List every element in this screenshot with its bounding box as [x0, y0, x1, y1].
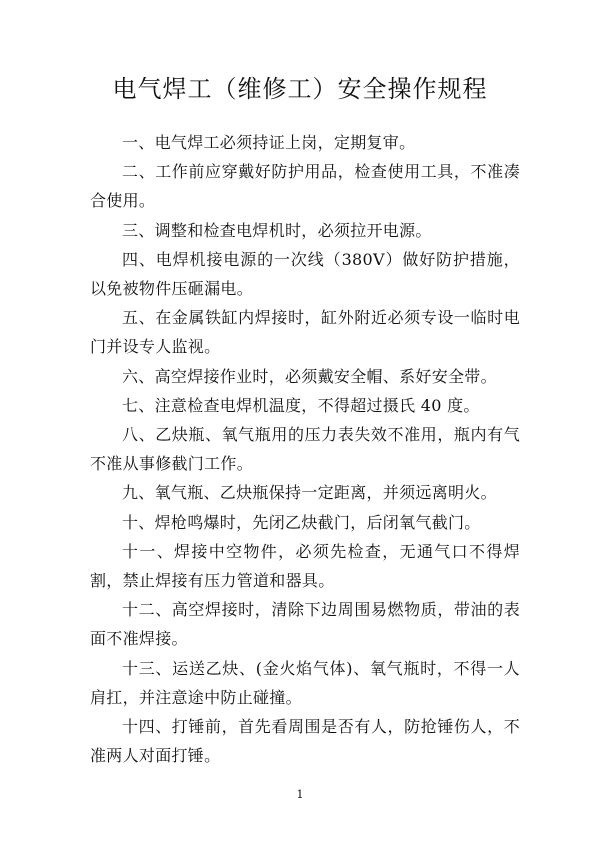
rule-item-9: 九、氧气瓶、乙炔瓶保持一定距离，并须远离明火。 — [122, 483, 497, 503]
rule-item-3: 三、调整和检查电焊机时，必须拉开电源。 — [122, 220, 432, 240]
rule-item-13: 十三、运送乙炔、(金火焰气体)、氧气瓶时，不得一人肩扛，并注意途中防止碰撞。 — [90, 658, 520, 707]
rule-item-7: 七、注意检查电焊机温度，不得超过摄氏 40 度。 — [122, 395, 480, 415]
rule-item-4: 四、电焊机接电源的一次线（380V）做好防护措施，以免被物件压砸漏电。 — [90, 249, 520, 299]
rule-item-1: 一、电气焊工必须持证上岗，定期复审。 — [122, 133, 416, 152]
rule-item-12: 十二、高空焊接时，清除下边周围易燃物质，带油的表面不准焊接。 — [90, 600, 520, 649]
rule-item-11: 十一、焊接中空物件，必须先检查，无通气口不得焊割，禁止焊接有压力管道和器具。 — [90, 541, 520, 591]
rules-list — [90, 128, 520, 770]
rule-item-6: 六、高空焊接作业时，必须戴安全帽、系好安全带。 — [122, 366, 497, 386]
page-number: 1 — [296, 788, 304, 801]
rule-item-5: 五、在金属铁缸内焊接时，缸外附近必须专设一临时电门并设专人监视。 — [90, 308, 520, 357]
rule-item-10: 十、焊枪鸣爆时，先闭乙炔截门，后闭氧气截门。 — [122, 512, 481, 532]
rule-item-14: 十四、打锤前，首先看周围是否有人，防抢锤伤人，不准两人对面打锤。 — [90, 717, 520, 766]
rule-item-8: 八、乙炔瓶、氧气瓶用的压力表失效不准用，瓶内有气不准从事修截门工作。 — [90, 425, 520, 474]
document-title: 电气焊工（维修工）安全操作规程 — [112, 75, 488, 103]
rule-item-2: 二、工作前应穿戴好防护用品，检查使用工具，不准凑合使用。 — [90, 162, 520, 211]
